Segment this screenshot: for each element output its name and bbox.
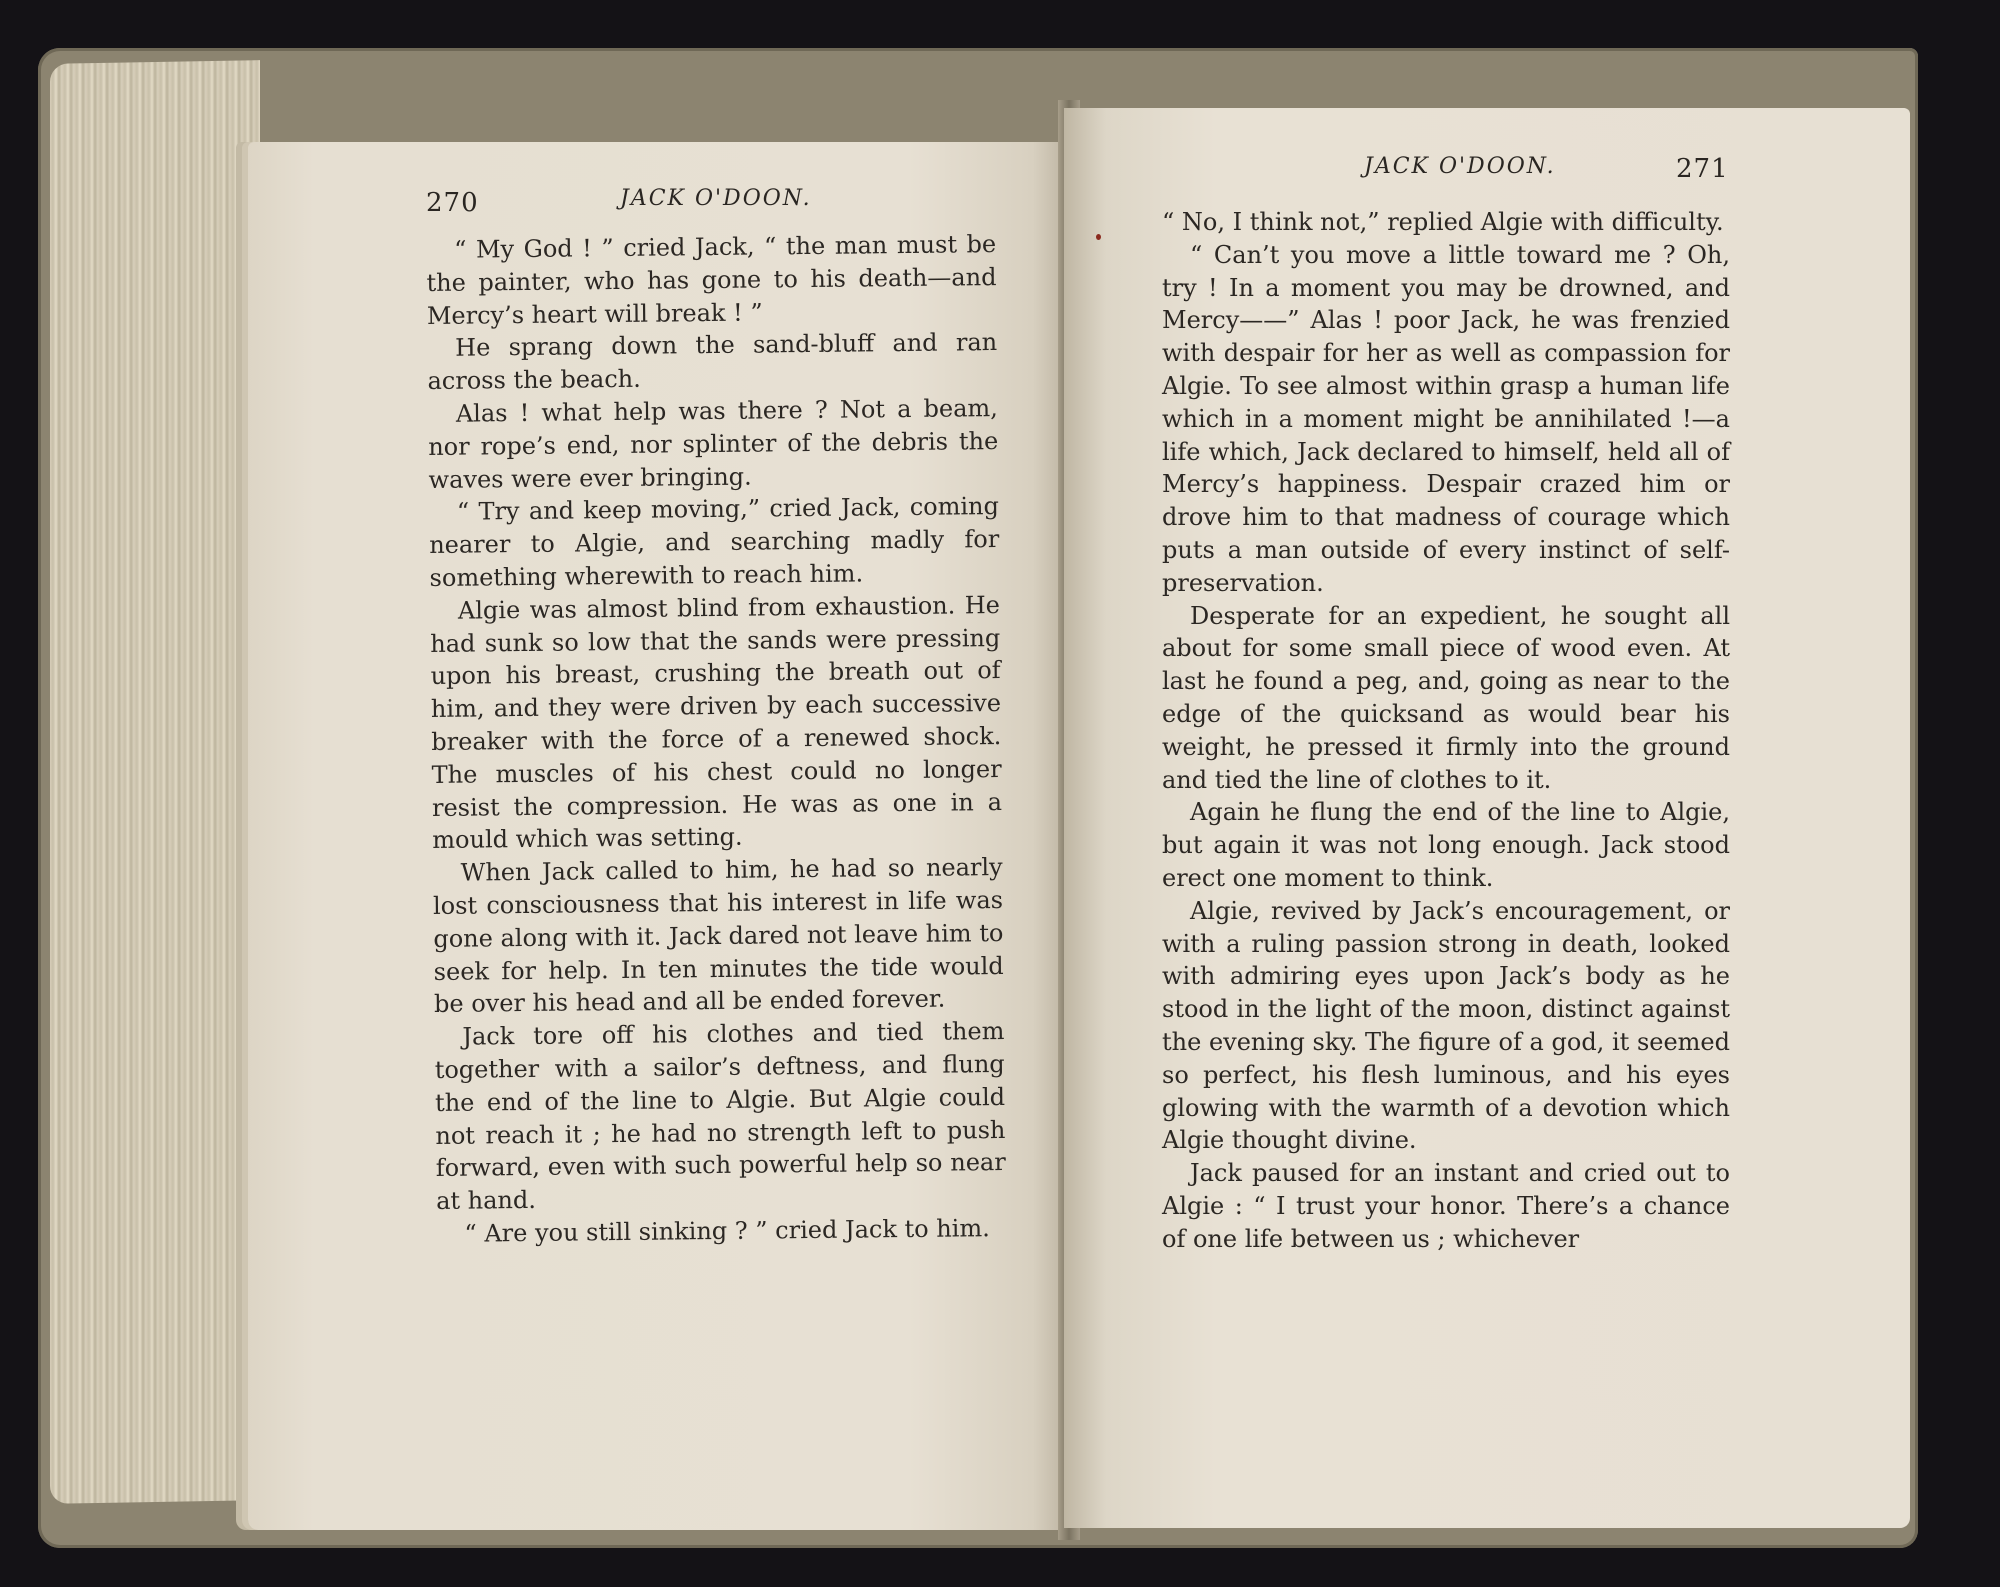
paragraph: Desperate for an expedient, he sought all about for some small piece of wood even. At last he found a peg, and, going as near to the edge of the quicksand as would bear his weight, he pressed it firmly into the ground and tied the line of clothes to it. bbox=[1162, 601, 1730, 794]
paragraph: Alas ! what help was there ? Not a beam, nor rope’s end, nor splinter of the debris the waves were ever bringing. bbox=[428, 394, 999, 494]
paragraph: Algie was almost blind from exhaustion. He had sunk so low that the sands were pressing upon his breast, crushing the breath out of him, and they were driven by each successive breaker with the force of a renewed shock. The muscles of his chest could no longer resist the compression. He was as one in a mould which was setting. bbox=[430, 590, 1003, 855]
right-page-header bbox=[1064, 148, 1910, 188]
ink-mark bbox=[1096, 234, 1101, 240]
right-page-number: 271 bbox=[1676, 154, 1729, 184]
right-page bbox=[1064, 108, 1910, 1528]
paragraph: Algie, revived by Jack’s encouragement, or with a ruling passion strong in death, looked with admiring eyes upon Jack’s body as he stood in the light of the moon, distinct against the evening sky. The figure of a god, it seemed so perfect, his flesh luminous, and his eyes glowing with the warmth of a devotion which Algie thought divine. bbox=[1162, 896, 1730, 1155]
paragraph: Again he flung the end of the line to Algie, but again it was not long enough. Jack stood erect one moment to think. bbox=[1162, 798, 1730, 892]
right-page-body bbox=[1162, 206, 1730, 1256]
left-page-body bbox=[426, 228, 1007, 1251]
paragraph: “ Try and keep moving,” cried Jack, coming nearer to Algie, and searching madly for something wherewith to reach him. bbox=[429, 492, 1000, 592]
paragraph: Jack paused for an instant and cried out to Algie : “ I trust your honor. There’s a chance of one life between us ; whichever bbox=[1162, 1159, 1730, 1253]
paragraph: He sprang down the sand-bluff and ran across the beach. bbox=[427, 328, 998, 396]
paragraph: “ No, I think not,” replied Algie with difficulty. bbox=[1162, 208, 1724, 236]
paragraph: When Jack called to him, he had so nearly lost consciousness that his interest in life was gone along with it. Jack dared not leave him to seek for help. In ten minutes the tide would be over his head and all be ended forever. bbox=[432, 853, 1004, 1019]
right-running-head: JACK O'DOON. bbox=[1364, 154, 1556, 179]
paragraph: “ Are you still sinking ? ” cried Jack to him. bbox=[464, 1214, 990, 1248]
left-page-header bbox=[248, 182, 1074, 222]
paragraph: Jack tore off his clothes and tied them together with a sailor’s deftness, and flung the end of the line to Algie. But Algie could not reach it ; he had no strength left to push forward, even with such powerful help so near at hand. bbox=[434, 1017, 1006, 1216]
paragraph: “ Can’t you move a little toward me ? Oh, try ! In a moment you may be drowned, and Mercy——” Alas ! poor Jack, he was frenzied with despair for her as well as compassion for Algie. To see almost within grasp a human life which in a moment might be annihilated !—a life which, Jack declared to himself, held all of Mercy’s happiness. Despair crazed him or drove him to that madness of courage which puts a man outside of every instinct of self-preservation. bbox=[1162, 240, 1730, 597]
left-page bbox=[248, 142, 1074, 1530]
page-stack-edge bbox=[50, 60, 260, 1504]
paragraph: “ My God ! ” cried Jack, “ the man must be the painter, who has gone to his death—and Mercy’s heart will break ! ” bbox=[426, 230, 997, 330]
left-running-head: JACK O'DOON. bbox=[620, 186, 812, 211]
left-page-number: 270 bbox=[426, 188, 479, 218]
